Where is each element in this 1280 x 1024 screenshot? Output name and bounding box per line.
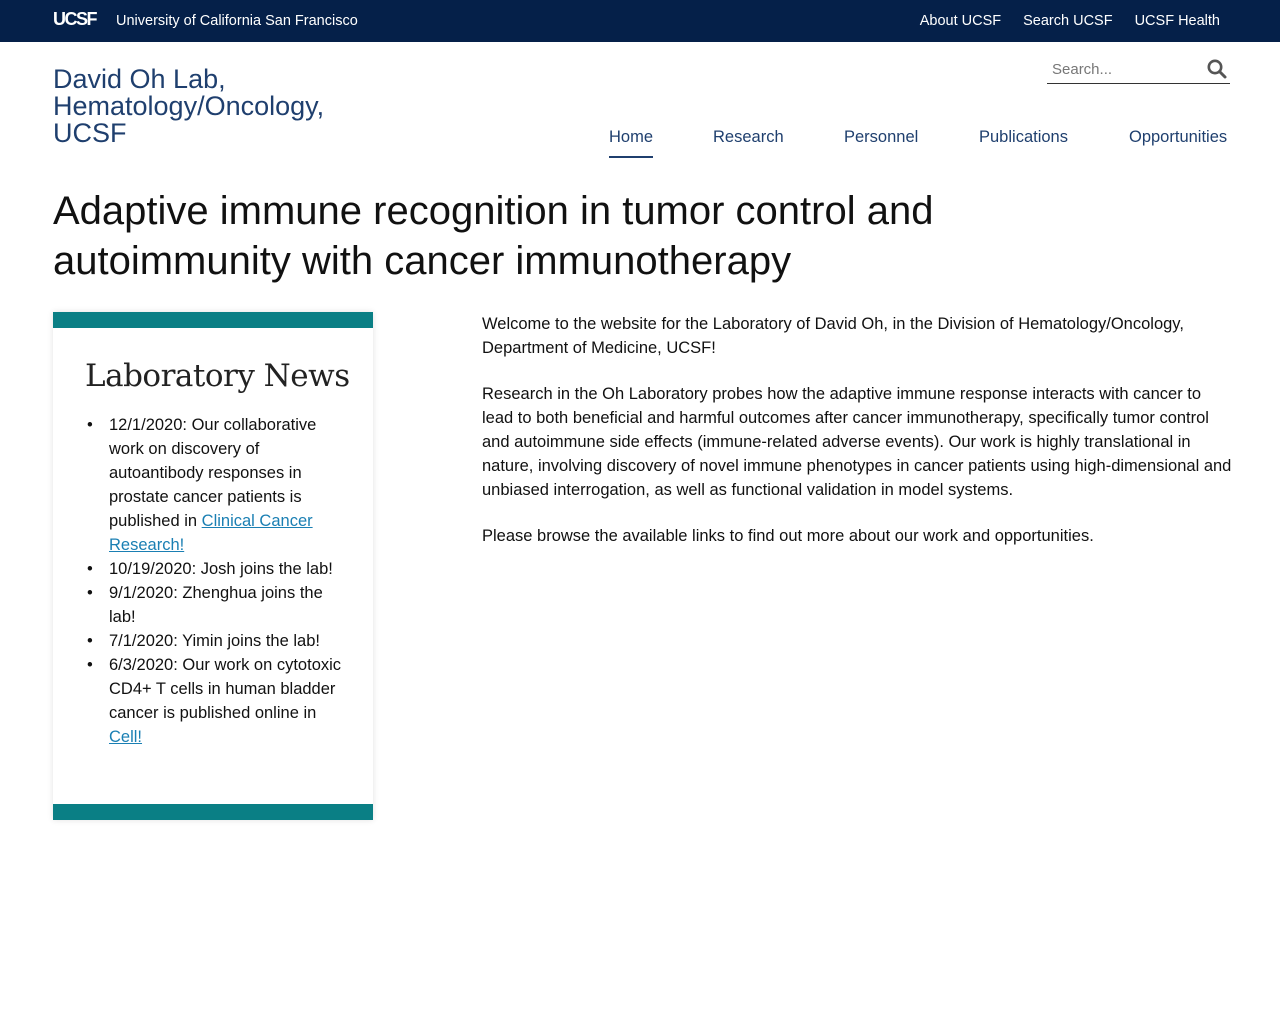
news-item-text: 12/1/2020: Our collaborative work on discovery of autoantibody responses in prostate cancer patients is published in — [109, 416, 317, 530]
search-ucsf-link[interactable]: Search UCSF — [1023, 13, 1113, 29]
news-item — [85, 413, 345, 557]
bullet-icon: • — [87, 584, 93, 602]
bullet-icon: • — [87, 416, 93, 434]
nav-opportunities[interactable]: Opportunities — [1129, 128, 1228, 146]
news-card-top-bar — [53, 312, 373, 328]
ucsf-logo-text: UCSF — [53, 9, 96, 29]
ucsf-health-link[interactable]: UCSF Health — [1134, 13, 1220, 29]
intro-paragraph-welcome: Welcome to the website for the Laboratory of David Oh, in the Division of Hematology/Oncology, Department of Medicine, UCSF! — [482, 315, 1184, 357]
nav-research[interactable]: Research — [713, 128, 784, 146]
university-name[interactable]: University of California San Francisco — [116, 13, 358, 29]
utility-links — [920, 13, 1220, 29]
news-item-text: 7/1/2020: Yimin joins the lab! — [109, 632, 320, 650]
nav-personnel[interactable]: Personnel — [844, 128, 919, 146]
bullet-icon: • — [87, 560, 93, 578]
search-icon[interactable] — [1206, 58, 1228, 80]
bullet-icon: • — [87, 632, 93, 650]
bullet-icon: • — [87, 656, 93, 674]
about-ucsf-link[interactable]: About UCSF — [919, 13, 1002, 29]
intro-paragraph-browse: Please browse the available links to find out more about our work and opportunities. — [482, 527, 1094, 545]
clinical-cancer-research-link[interactable]: Clinical Cancer Research! — [109, 512, 313, 554]
laboratory-news-card — [53, 312, 373, 820]
nav-home[interactable]: Home — [609, 128, 653, 158]
intro-paragraph-research: Research in the Oh Laboratory probes how the adaptive immune response interacts with cancer to lead to both beneficial and harmful outcomes after cancer immunotherapy, specifically tumor control and autoimmune side effects (immune-related adverse events). Our work is highly translational in nature, involving discovery of novel immune phenotypes in cancer patients using high-dimensional and unbiased interrogation, as well as functional validation in model systems. — [482, 385, 1232, 499]
news-item — [85, 557, 345, 581]
news-item-text: 10/19/2020: Josh joins the lab! — [109, 560, 333, 578]
site-search — [1047, 56, 1230, 84]
main-nav — [0, 128, 1280, 160]
news-item-text: 6/3/2020: Our work on cytotoxic CD4+ T cells in human bladder cancer is published online in — [109, 656, 342, 722]
news-item-text: 9/1/2020: Zhenghua joins the lab! — [109, 584, 323, 626]
search-input[interactable] — [1047, 56, 1197, 82]
news-heading: Laboratory News — [85, 358, 350, 394]
site-title-line: Hematology/Oncology, — [53, 91, 325, 121]
nav-publications[interactable]: Publications — [979, 128, 1068, 146]
site-title-line: UCSF — [53, 118, 127, 148]
site-title-line: David Oh Lab, — [53, 64, 226, 94]
intro-section — [482, 312, 1232, 570]
top-bar — [0, 0, 1280, 42]
news-item — [85, 581, 345, 629]
ucsf-logo[interactable] — [53, 8, 103, 34]
news-item — [85, 629, 345, 653]
news-item — [85, 653, 345, 749]
news-list — [85, 413, 345, 749]
cell-journal-link[interactable]: Cell! — [109, 728, 143, 746]
page-title: Adaptive immune recognition in tumor control and autoimmunity with cancer immunotherapy — [53, 189, 934, 283]
news-card-bottom-bar — [53, 804, 373, 820]
